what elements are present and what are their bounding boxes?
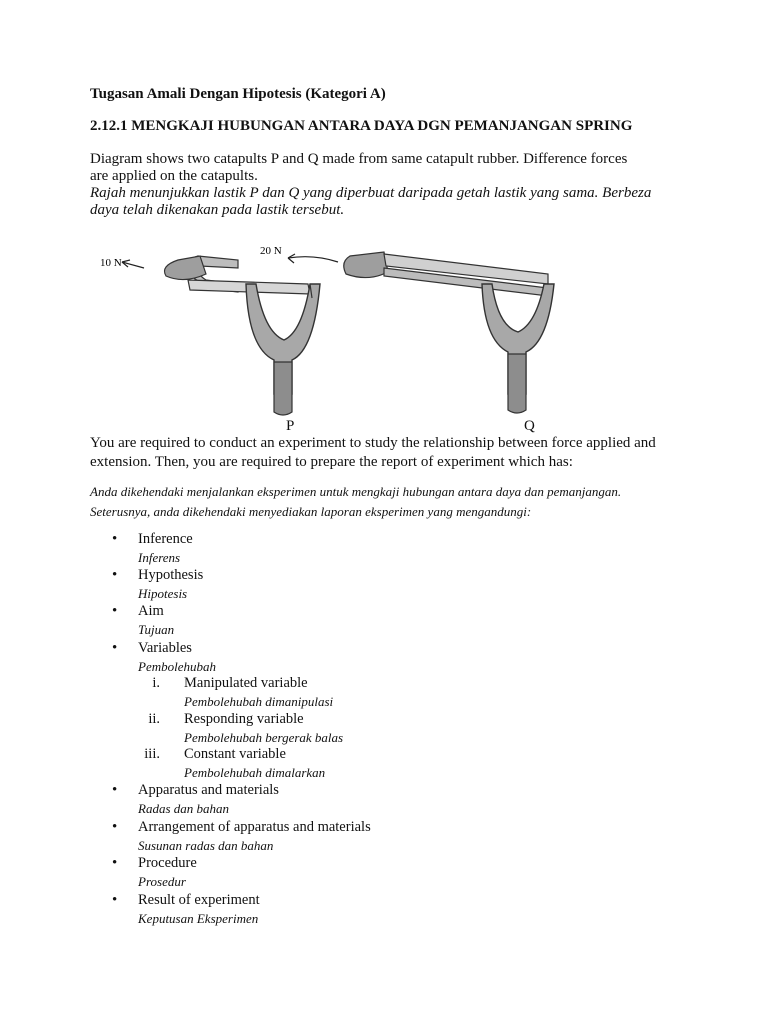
intro-malay-line-2: daya telah dikenakan pada lastik tersebut. — [90, 202, 345, 218]
force-arrow-q-head — [288, 254, 295, 263]
item-english: Apparatus and materials — [138, 782, 279, 798]
section-heading: 2.12.1 MENGKAJI HUBUNGAN ANTARA DAYA DGN PEMANJANGAN SPRING — [90, 118, 633, 134]
task-english-line-2: extension. Then, you are required to prepare the report of experiment which has: — [90, 454, 573, 470]
catapult-label-p: P — [286, 418, 295, 434]
sub-item-number: i. — [152, 675, 160, 691]
item-malay: Inferens — [138, 550, 181, 565]
item-malay: Prosedur — [138, 874, 186, 889]
intro-malay — [90, 185, 680, 219]
task-malay-line-2: Seterusnya, anda dikehendaki menyediakan laporan eksperimen yang mengandungi: — [90, 504, 532, 519]
bullet: • — [112, 782, 118, 798]
force-label-p: 10 N — [100, 257, 122, 269]
item-malay: Radas dan bahan — [138, 801, 229, 816]
task-english-line-1: You are required to conduct an experiment to study the relationship between force applied and — [90, 435, 656, 451]
bullet: • — [112, 855, 118, 871]
intro-malay-line-1: Rajah menunjukkan lastik P dan Q yang diperbuat daripada getah lastik yang sama. Berbeza — [90, 185, 652, 201]
item-english: Procedure — [138, 855, 197, 871]
catapult-label-q: Q — [524, 418, 535, 434]
task-malay-line-1: Anda dikehendaki menjalankan eksperimen untuk mengkaji hubungan antara daya dan pemanjangan. — [90, 484, 622, 499]
intro-english-line-1: Diagram shows two catapults P and Q made from same catapult rubber. Difference forces — [90, 151, 628, 167]
item-malay: Keputusan Eksperimen — [138, 911, 259, 926]
item-english: Arrangement of apparatus and materials — [138, 819, 371, 835]
item-english: Variables — [138, 640, 192, 656]
intro-english — [90, 151, 680, 185]
sub-item-english: Responding variable — [184, 711, 304, 727]
force-label-q: 20 N — [260, 245, 282, 257]
catapult-p — [165, 256, 321, 415]
item-malay: Pembolehubah — [138, 659, 216, 674]
bullet: • — [112, 531, 118, 547]
sub-item-english: Constant variable — [184, 746, 286, 762]
item-english: Hypothesis — [138, 567, 204, 583]
bullet: • — [112, 640, 118, 656]
bullet: • — [112, 603, 118, 619]
item-english: Result of experiment — [138, 892, 260, 908]
sub-item-english: Manipulated variable — [184, 675, 308, 691]
item-english: Aim — [138, 603, 164, 619]
item-malay: Susunan radas dan bahan — [138, 838, 274, 853]
sub-item-number: iii. — [144, 746, 160, 762]
force-arrow-q — [288, 257, 338, 262]
intro-english-line-2: are applied on the catapults. — [90, 168, 258, 184]
bullet: • — [112, 892, 118, 908]
sub-item-malay: Pembolehubah dimanipulasi — [184, 694, 334, 709]
sub-item-malay: Pembolehubah bergerak balas — [184, 730, 344, 745]
sub-item-malay: Pembolehubah dimalarkan — [184, 765, 326, 780]
sub-item-number: ii. — [148, 711, 160, 727]
bullet: • — [112, 567, 118, 583]
item-malay: Hipotesis — [138, 586, 188, 601]
catapult-q — [344, 252, 554, 413]
catapult-diagram — [88, 232, 600, 422]
bullet: • — [112, 819, 118, 835]
task-malay — [90, 482, 700, 522]
assignment-title: Tugasan Amali Dengan Hipotesis (Kategori A) — [90, 86, 386, 102]
item-malay: Tujuan — [138, 622, 175, 637]
task-english — [90, 434, 690, 472]
item-english: Inference — [138, 531, 193, 547]
